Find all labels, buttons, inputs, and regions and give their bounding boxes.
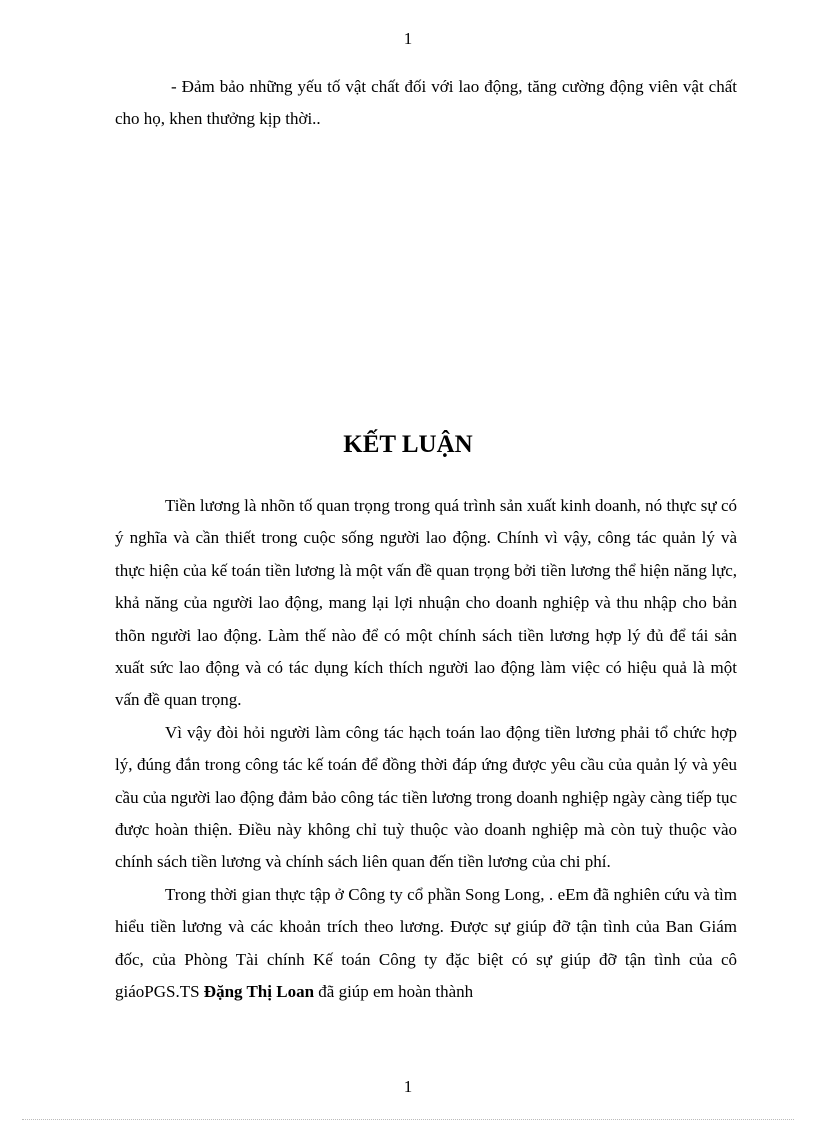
intro-section bbox=[115, 71, 737, 136]
body-paragraph-3-tail: đã giúp em hoàn thành bbox=[314, 982, 474, 1002]
body-paragraph-3 bbox=[115, 879, 737, 1009]
body-paragraph-2: Vì vậy đòi hỏi người làm công tác hạch toán lao động tiền lương phải tổ chức hợp lý, đúng đắn trong công tác kế toán để đồng thời đáp ứng được yêu cầu của quản lý và yêu cầu của người lao động đảm bảo công tác tiền lương trong doanh nghiệp ngày càng tiếp tục được hoàn thiện. Điều này không chỉ tuỳ thuộc vào doanh nghiệp mà còn tuỳ thuộc vào chính sách tiền lương và chính sách liên quan đến tiền lương của chi phí. bbox=[115, 722, 737, 872]
body-paragraph-1: Tiền lương là nhõn tố quan trọng trong quá trình sản xuất kinh doanh, nó thực sự có ý nghĩa và cần thiết trong cuộc sống người lao động. Chính vì vậy, công tác quản lý và thực hiện của kế toán tiền lương là một vấn đề quan trọng bởi tiền lương thể hiện năng lực, khả năng của người lao động, mang lại lợi nhuận cho doanh nghiệp và thu nhập cho bản thõn người lao động. Làm thế nào để có một chính sách tiền lương hợp lý đủ để tái sản xuất sức lao động và có tác dụng kích thích người lao động làm việc có hiệu quả là một vấn đề quan trọng. bbox=[115, 496, 737, 710]
conclusion-body bbox=[115, 490, 737, 1009]
conclusion-heading: KẾT LUẬN bbox=[343, 431, 473, 458]
intro-paragraph: - Đảm bảo những yếu tố vật chất đối với lao động, tăng cường động viên vật chất cho họ, khen thưởng kịp thời.. bbox=[115, 77, 737, 129]
page-break-divider bbox=[22, 1119, 794, 1120]
footer-page-number: 1 bbox=[403, 1077, 413, 1096]
advisor-name: Đặng Thị Loan bbox=[203, 982, 315, 1002]
body-paragraph-3-text: Trong thời gian thực tập ở Công ty cổ phần Song Long, . eEm đã nghiên cứu và tìm hiểu tiền lương và các khoản trích theo lương. Được sự giúp đỡ tận tình của Ban Giám đốc, của Phòng Tài chính Kế toán Công ty đặc biệt có sự giúp đỡ tận tình của cô giáoPGS.TS bbox=[115, 884, 737, 1002]
header-page-number: 1 bbox=[403, 29, 413, 48]
